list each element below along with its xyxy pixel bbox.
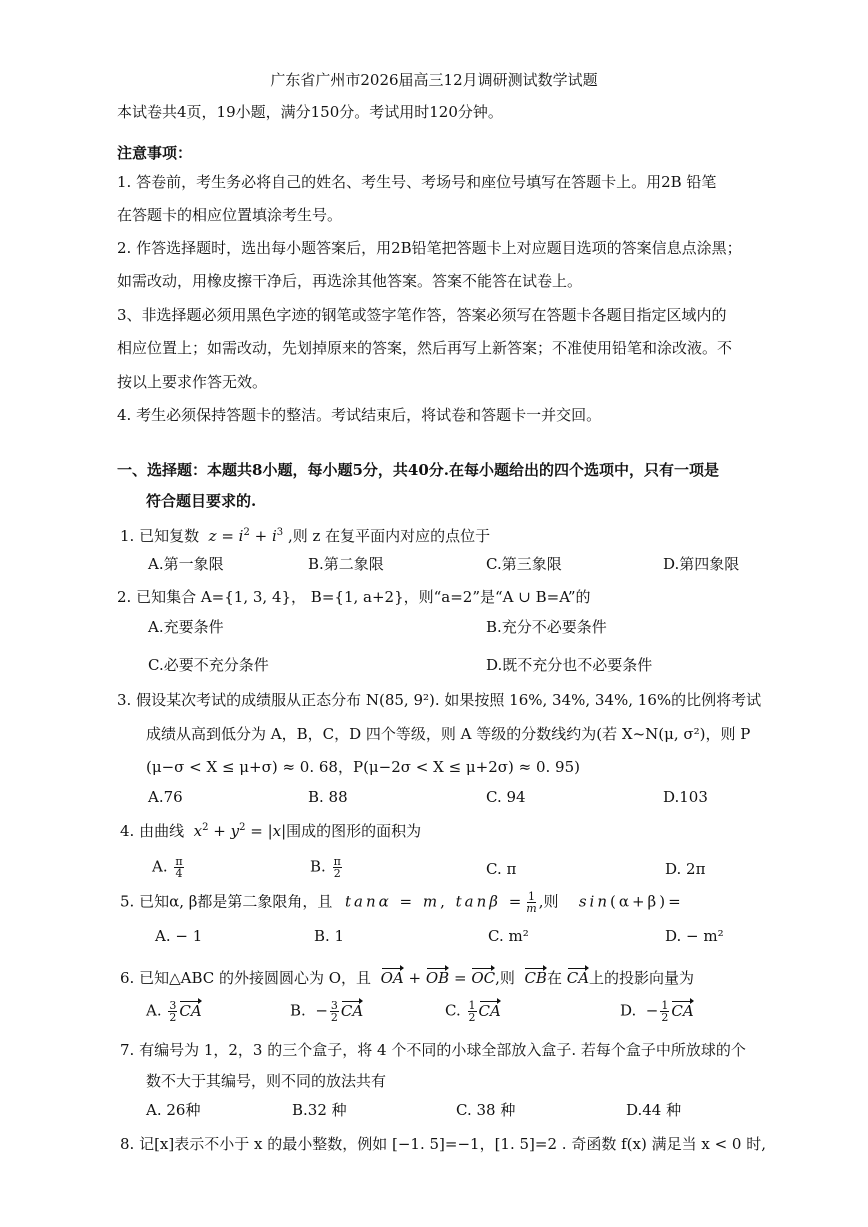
notice-3-line-1: 3、非选择题必须用黑色字迹的钢笔或签字笔作答，答案必须写在答题卡各题目指定区域内的 (117, 306, 727, 324)
question-1-stem-post: ,则 z 在复平面内对应的点位于 (287, 527, 491, 545)
pi-over-2: $\frac{\pi}{2}$ (333, 855, 341, 880)
question-6-formula-2: CB在 CA (524, 969, 590, 987)
notice-2-line-1: 2. 作答选择题时，选出每小题答案后，用2B铅笔把答题卡上对应题目选项的答案信息点涂黑； (117, 239, 742, 257)
question-6-stem-post: 上的投影向量为 (589, 969, 695, 987)
three-halves: $\frac{3}{2}$ (169, 999, 177, 1024)
question-6-option-a[interactable]: A. $\frac{3}{2}$ CA (146, 999, 202, 1024)
question-3-option-b[interactable]: B. 88 (308, 788, 348, 806)
question-5-stem (120, 891, 684, 914)
question-1-stem (120, 523, 490, 546)
one-half: $\frac{1}{2}$ (468, 999, 476, 1024)
question-6-option-d-label: D. (620, 1001, 637, 1020)
question-6-option-d[interactable]: D. − $\frac{1}{2}$ CA (620, 999, 694, 1024)
question-4-stem-pre: 4. 由曲线 (120, 822, 185, 840)
question-4-option-a[interactable] (152, 856, 186, 879)
question-6-option-a-label: A. (146, 1001, 162, 1020)
question-5-stem-pre: 5. 已知α, β都是第二象限角，且 (120, 892, 333, 911)
question-3-option-c[interactable]: C. 94 (486, 788, 526, 806)
notice-1-line-2: 在答题卡的相应位置填涂考生号。 (117, 206, 343, 224)
question-6-stem (120, 968, 694, 988)
question-5-formula-2: sin(α+β)= (578, 892, 684, 911)
question-6-formula-1: OA + OB = OC (380, 969, 496, 987)
question-5-option-a[interactable]: A. − 1 (155, 927, 203, 945)
question-6-option-b-label: B. (290, 1001, 306, 1020)
question-1-option-c[interactable]: C.第三象限 (486, 555, 562, 573)
question-4-stem (120, 818, 421, 841)
question-4-option-c[interactable]: C. π (486, 860, 517, 878)
question-1-option-a[interactable]: A.第一象限 (148, 555, 224, 573)
question-4-option-b[interactable] (310, 856, 344, 879)
section-1-heading-line-2: 符合题目要求的. (146, 492, 257, 510)
question-2-option-d[interactable]: D.既不充分也不必要条件 (486, 656, 653, 674)
question-7-option-b[interactable]: B.32 种 (292, 1101, 347, 1119)
question-5-stem-post: ,则 (538, 892, 559, 911)
question-1-stem-pre: 1. 已知复数 (120, 527, 200, 545)
question-6-stem-mid: ,则 (495, 969, 515, 987)
question-3-line-2: 成绩从高到低分为 A，B，C，D 四个等级，则 A 等级的分数线约为(若 X~N(μ, σ²)，则 P (146, 725, 751, 743)
question-6-option-b[interactable]: B. − $\frac{3}{2}$ CA (290, 999, 364, 1024)
question-5-option-b[interactable]: B. 1 (314, 927, 345, 945)
question-4-option-b-label: B. (310, 857, 326, 876)
notice-heading: 注意事项： (117, 144, 193, 162)
question-1-option-d[interactable]: D.第四象限 (663, 555, 740, 573)
question-4-option-d[interactable]: D. 2π (665, 860, 706, 878)
question-6-option-c-label: C. (445, 1001, 461, 1020)
section-1-heading-line-1: 一、选择题：本题共8小题，每小题5分，共40分.在每小题给出的四个选项中，只有一项是 (117, 461, 719, 479)
three-halves: $\frac{3}{2}$ (330, 999, 338, 1024)
question-8-line-1: 8. 记[x]表示不小于 x 的最小整数，例如 [−1. 5]=−1，[1. 5]=2 . 奇函数 f(x) 满足当 x < 0 时, (120, 1135, 766, 1153)
question-1-formula: $z = i^2 + i^3$ (208, 527, 284, 545)
question-4-formula: $x^2 + y^2 = |x|$ (193, 822, 287, 840)
question-5-option-c[interactable]: C. m² (488, 927, 529, 945)
question-5-option-d[interactable]: D. − m² (665, 927, 724, 945)
exam-intro: 本试卷共4页，19小题，满分150分。考试用时120分钟。 (117, 103, 503, 121)
question-4-option-a-label: A. (152, 857, 168, 876)
one-half: $\frac{1}{2}$ (661, 999, 669, 1024)
question-1-option-b[interactable]: B.第二象限 (308, 555, 384, 573)
question-2-option-c[interactable]: C.必要不充分条件 (148, 656, 269, 674)
question-2-stem: 2. 已知集合 A={1, 3, 4}， B={1, a+2}，则“a=2”是“A ∪ B=A”的 (117, 588, 591, 606)
question-3-option-d[interactable]: D.103 (663, 788, 708, 806)
question-3-line-1: 3. 假设某次考试的成绩服从正态分布 N(85, 9²). 如果按照 16%, 34%, 34%, 16%的比例将考试 (117, 691, 762, 709)
question-7-line-1: 7. 有编号为 1，2，3 的三个盒子，将 4 个不同的小球全部放入盒子. 若每个盒子中所放球的个 (120, 1041, 746, 1059)
notice-3-line-3: 按以上要求作答无效。 (117, 373, 268, 391)
question-2-option-b[interactable]: B.充分不必要条件 (486, 618, 607, 636)
question-7-option-c[interactable]: C. 38 种 (456, 1101, 516, 1119)
question-6-option-c[interactable]: C. $\frac{1}{2}$ CA (445, 999, 501, 1024)
question-7-option-a[interactable]: A. 26种 (146, 1101, 201, 1119)
notice-2-line-2: 如需改动，用橡皮擦干净后，再选涂其他答案。答案不能答在试卷上。 (117, 272, 583, 290)
pi-over-4: $\frac{\pi}{4}$ (175, 855, 183, 880)
question-2-option-a[interactable]: A.充要条件 (148, 618, 224, 636)
question-5-formula-1: tanα = m, tanβ = (344, 892, 525, 911)
question-7-line-2: 数不大于其编号，则不同的放法共有 (146, 1072, 387, 1090)
question-6-stem-pre: 6. 已知△ABC 的外接圆圆心为 O，且 (120, 969, 372, 987)
question-3-line-3: (μ−σ < X ≤ μ+σ) ≈ 0. 68，P(μ−2σ < X ≤ μ+2σ) ≈ 0. 95) (146, 758, 580, 776)
notice-3-line-2: 相应位置上；如需改动，先划掉原来的答案，然后再写上新答案；不准使用铅笔和涂改液。不 (117, 339, 733, 357)
one-over-m: $\frac{1}{m}$ (526, 890, 537, 915)
question-4-stem-post: 围成的图形的面积为 (286, 822, 422, 840)
notice-1-line-1: 1. 答卷前，考生务必将自己的姓名、考生号、考场号和座位号填写在答题卡上。用2B 铅笔 (117, 173, 717, 191)
notice-4: 4. 考生必须保持答题卡的整洁。考试结束后，将试卷和答题卡一并交回。 (117, 406, 602, 424)
question-3-option-a[interactable]: A.76 (148, 788, 183, 806)
question-7-option-d[interactable]: D.44 种 (626, 1101, 682, 1119)
page-title: 广东省广州市2026届高三12月调研测试数学试题 (270, 71, 598, 89)
